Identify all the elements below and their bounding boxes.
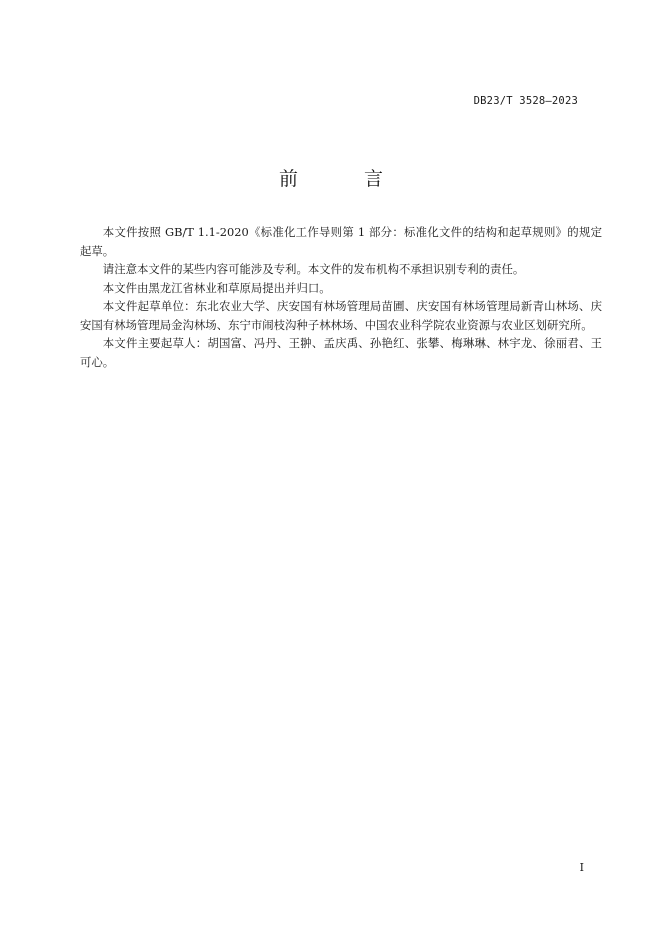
page-number: I: [579, 861, 584, 874]
paragraph-patent-notice: 请注意本文件的某些内容可能涉及专利。本文件的发布机构不承担识别专利的责任。: [102, 262, 525, 276]
page-title: 前 言: [278, 168, 414, 190]
document-code: DB23/T 3528—2023: [473, 95, 578, 107]
paragraph-drafters: 本文件主要起草人：胡国富、冯丹、王翀、孟庆禹、孙艳红、张攀、梅琳琳、林宇龙、徐丽君、王可心。: [80, 336, 602, 369]
paragraph-proposer: 本文件由黑龙江省林业和草原局提出并归口。: [102, 280, 331, 295]
paragraph-drafting-basis: 本文件按照 GB/T 1.1-2020《标准化工作导则第 1 部分：标准化文件的结构和起草规则》的规定起草。: [80, 225, 602, 258]
foreword-body: [80, 223, 602, 371]
paragraph-drafting-units: 本文件起草单位：东北农业大学、庆安国有林场管理局苗圃、庆安国有林场管理局新青山林场、庆安国有林场管理局金沟林场、东宁市闹枝沟种子林林场、中国农业科学院农业资源与农业区划研究所。: [80, 299, 602, 332]
